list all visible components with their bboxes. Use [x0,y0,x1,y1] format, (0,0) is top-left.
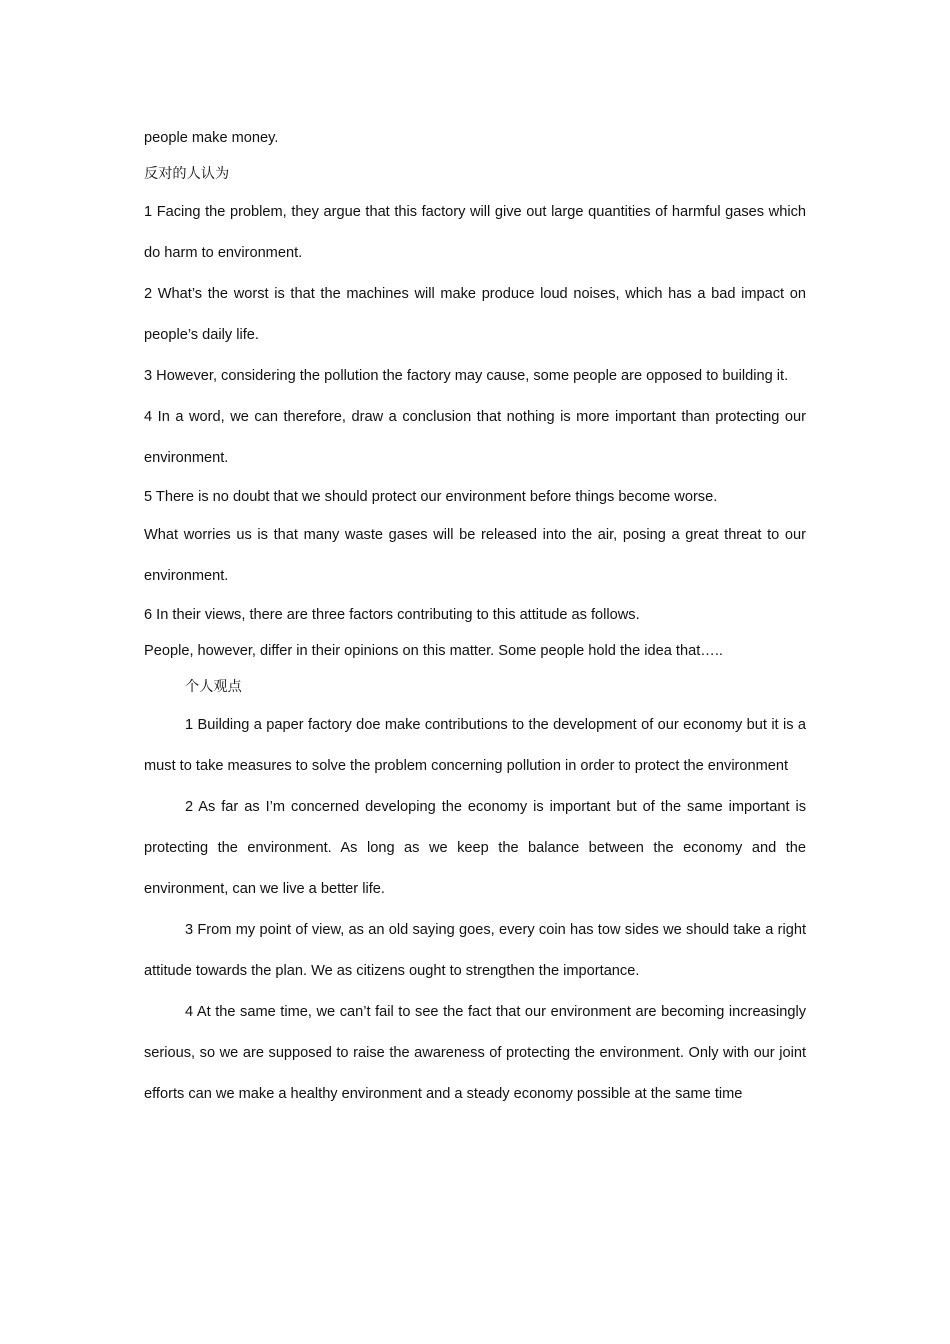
opponent-point-5: 5 There is no doubt that we should protect our environment before things become worse. [144,489,718,505]
opponent-point-1: 1 Facing the problem, they argue that this factory will give out large quantities of harmful gases which do harm to environment. [144,204,806,261]
opponents-heading: 反对的人认为 [144,166,230,182]
personal-heading: 个人观点 [185,679,242,695]
personal-point-2: 2 As far as I’m concerned developing the economy is important but of the same important is protecting the environment. As long as we keep the balance between the economy and the environment, can we live a better life. [144,799,806,897]
opponent-point-6: 6 In their views, there are three factors contributing to this attitude as follows. [144,607,640,623]
opening-line: people make money. [144,130,279,146]
opponent-point-2: 2 What’s the worst is that the machines will make produce loud noises, which has a bad impact on people’s daily life. [144,286,806,343]
opponent-point-3: 3 However, considering the pollution the factory may cause, some people are opposed to building it. [144,368,789,384]
document-page [144,120,806,1115]
personal-point-3: 3 From my point of view, as an old saying goes, every coin has tow sides we should take a right attitude towards the plan. We as citizens ought to strengthen the importance. [144,922,806,979]
personal-point-4: 4 At the same time, we can’t fail to see the fact that our environment are becoming increasingly serious, so we are supposed to raise the awareness of protecting the environment. Only with our joint efforts can we make a healthy environment and a steady economy possible at the same time [144,1004,806,1102]
opponent-point-4: 4 In a word, we can therefore, draw a conclusion that nothing is more important than protecting our environment. [144,409,806,466]
opponent-point-5-continued: What worries us is that many waste gases will be released into the air, posing a great threat to our environment. [144,527,806,584]
opponent-summary: People, however, differ in their opinions on this matter. Some people hold the idea that….. [144,643,723,659]
personal-point-1: 1 Building a paper factory doe make contributions to the development of our economy but it is a must to take measures to solve the problem concerning pollution in order to protect the environment [144,717,806,774]
